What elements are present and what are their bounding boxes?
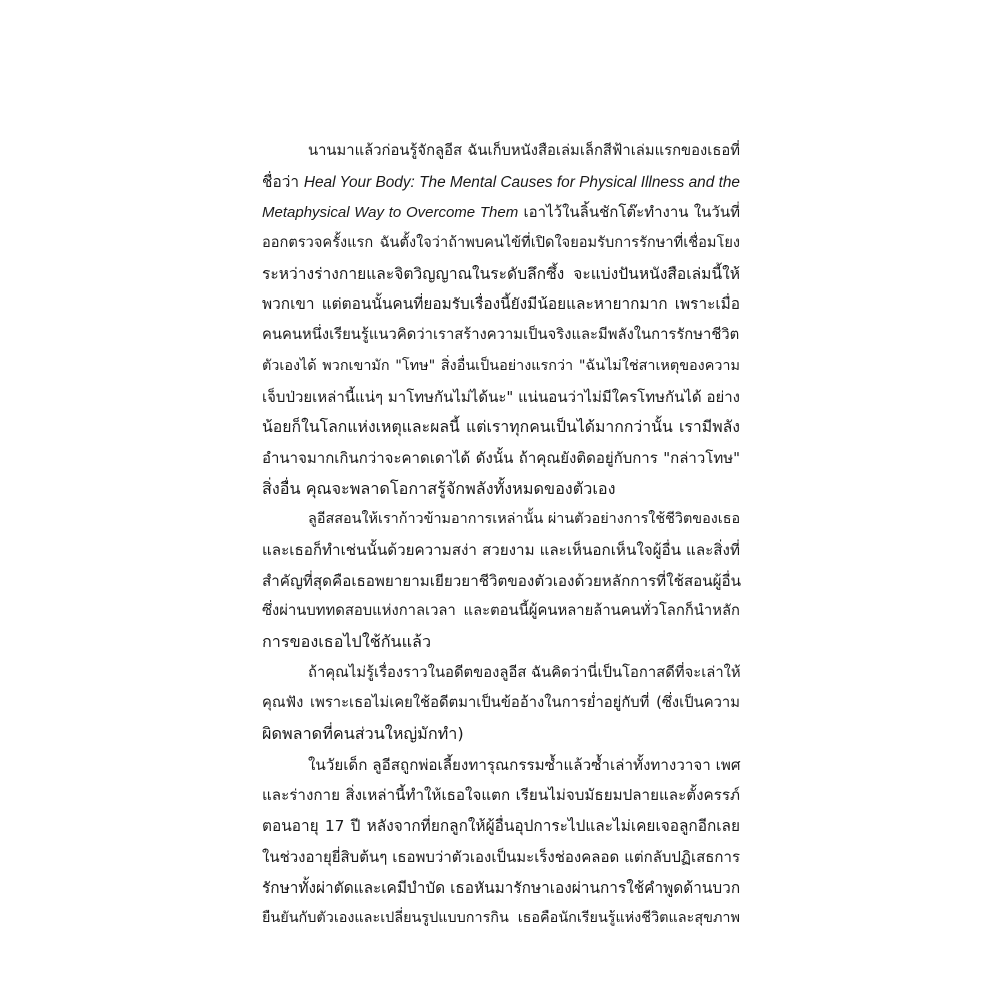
- text-segment: สำคัญที่สุดคือเธอพยายามเยียวยาชีวิตของตัวเองด้วยหลักการที่ใช้สอนผู้อื่น: [262, 571, 742, 590]
- text-line: [262, 750, 740, 781]
- text-line: [262, 136, 740, 167]
- text-segment: ระหว่างร่างกายและจิตวิญญาณในระดับลึกซึ้ง จะแบ่งปันหนังสือเล่มนี้ให้: [262, 264, 740, 283]
- text-line: [262, 627, 740, 658]
- text-segment: ในวัยเด็ก ลูอีสถูกพ่อเลี้ยงทารุณกรรมซ้ำแล้วซ้ำเล่าทั้งทางวาจา เพศ: [308, 755, 741, 774]
- text-segment: พวกเขา แต่ตอนนั้นคนที่ยอมรับเรื่องนี้ยังมีน้อยและหายากมาก เพราะเมื่อ: [262, 295, 740, 314]
- text-segment: ตัวเองได้ พวกเขามัก "โทษ" สิ่งอื่นเป็นอย่างแรกว่า "ฉันไม่ใช่สาเหตุของความ: [262, 357, 740, 374]
- text-segment: คนคนหนึ่งเรียนรู้แนวคิดว่าเราสร้างความเป็นจริงและมีพลังในการรักษาชีวิต: [262, 326, 740, 344]
- body-text: [262, 136, 740, 934]
- text-line: [262, 504, 740, 535]
- text-segment: คุณฟัง เพราะเธอไม่เคยใช้อดีตมาเป็นข้ออ้างในการย่ำอยู่กับที่ (ซึ่งเป็นความ: [262, 694, 740, 712]
- text-segment: น้อยก็ในโลกแห่งเหตุและผลนี้ แต่เราทุกคนเป็นได้มากกว่านั้น เรามีพลัง: [262, 417, 740, 437]
- text-line: [262, 228, 740, 259]
- text-line: [262, 842, 740, 873]
- text-line: [262, 412, 740, 443]
- text-segment: อำนาจมากเกินกว่าจะคาดเดาได้ ดังนั้น ถ้าคุณยังติดอยู่กับการ "กล่าวโทษ": [262, 448, 740, 467]
- text-line: [262, 658, 740, 689]
- text-line: [262, 596, 740, 627]
- text-segment: ผิดพลาดที่คนส่วนใหญ่มักทำ): [262, 724, 464, 744]
- text-segment: นานมาแล้วก่อนรู้จักลูอีส ฉันเก็บหนังสือเล่มเล็กสีฟ้าเล่มแรกของเธอที่: [308, 142, 740, 159]
- text-line: [262, 688, 740, 719]
- text-segment: และเธอก็ทำเช่นนั้นด้วยความสง่า สวยงาม และเห็นอกเห็นใจผู้อื่น และสิ่งที่: [262, 540, 740, 559]
- text-line: [262, 535, 740, 566]
- text-line: [262, 566, 740, 597]
- text-segment: ยืนยันกับตัวเองและเปลี่ยนรูปแบบการกิน เธอคือนักเรียนรู้แห่งชีวิตและสุขภาพ: [262, 910, 740, 927]
- text-segment: เอาไว้ในลิ้นชักโต๊ะทำงาน ในวันที่: [518, 203, 740, 222]
- text-line: [262, 382, 740, 413]
- paragraph: [262, 136, 740, 504]
- text-line: [262, 811, 740, 842]
- paragraph: [262, 504, 740, 657]
- text-segment: ชื่อว่า: [262, 172, 304, 191]
- text-line: [262, 780, 740, 811]
- text-segment: รักษาทั้งผ่าตัดและเคมีบำบัด เธอหันมารักษาเองผ่านการใช้คำพูดด้านบวก: [262, 878, 741, 897]
- text-segment: ในช่วงอายุยี่สิบต้นๆ เธอพบว่าตัวเองเป็นมะเร็งช่องคลอด แต่กลับปฏิเสธการ: [262, 847, 740, 866]
- book-title-italic: Metaphysical Way to Overcome Them: [262, 204, 519, 222]
- text-segment: การของเธอไปใช้กันแล้ว: [262, 632, 432, 651]
- text-segment: เจ็บป่วยเหล่านี้แน่ๆ มาโทษกันไม่ได้นะ" แน่นอนว่าไม่มีใครโทษกันได้ อย่าง: [262, 387, 740, 406]
- book-title-italic: Heal Your Body: The Mental Causes for Physical Illness and the: [303, 173, 740, 191]
- text-segment: และร่างกาย สิ่งเหล่านี้ทำให้เธอใจแตก เรียนไม่จบมัธยมปลายและตั้งครรภ์: [262, 786, 740, 805]
- text-line: [262, 167, 740, 198]
- text-line: [262, 903, 740, 934]
- text-segment: สิ่งอื่น คุณจะพลาดโอกาสรู้จักพลังทั้งหมดของตัวเอง: [262, 478, 616, 498]
- text-line: [262, 719, 740, 750]
- text-line: [262, 197, 740, 228]
- text-segment: ตอนอายุ 17 ปี หลังจากที่ยกลูกให้ผู้อื่นอุปการะไปและไม่เคยเจอลูกอีกเลย: [262, 817, 740, 836]
- text-line: [262, 259, 740, 290]
- paragraph: [262, 658, 740, 750]
- text-segment: ถ้าคุณไม่รู้เรื่องราวในอดีตของลูอีส ฉันคิดว่านี่เป็นโอกาสดีที่จะเล่าให้: [308, 663, 741, 681]
- text-line: [262, 320, 740, 351]
- paragraph: [262, 750, 740, 934]
- text-segment: ซึ่งผ่านบททดสอบแห่งกาลเวลา และตอนนี้ผู้คนหลายล้านคนทั่วโลกก็นำหลัก: [262, 602, 740, 620]
- text-segment: ลูอีสสอนให้เราก้าวข้ามอาการเหล่านั้น ผ่านตัวอย่างการใช้ชีวิตของเธอ: [308, 511, 741, 528]
- text-line: [262, 873, 740, 904]
- text-line: [262, 474, 740, 505]
- text-segment: ออกตรวจครั้งแรก ฉันตั้งใจว่าถ้าพบคนไข้ที่เปิดใจยอมรับการรักษาที่เชื่อมโยง: [262, 234, 740, 252]
- text-line: [262, 289, 740, 320]
- text-line: [262, 351, 740, 382]
- text-line: [262, 443, 740, 474]
